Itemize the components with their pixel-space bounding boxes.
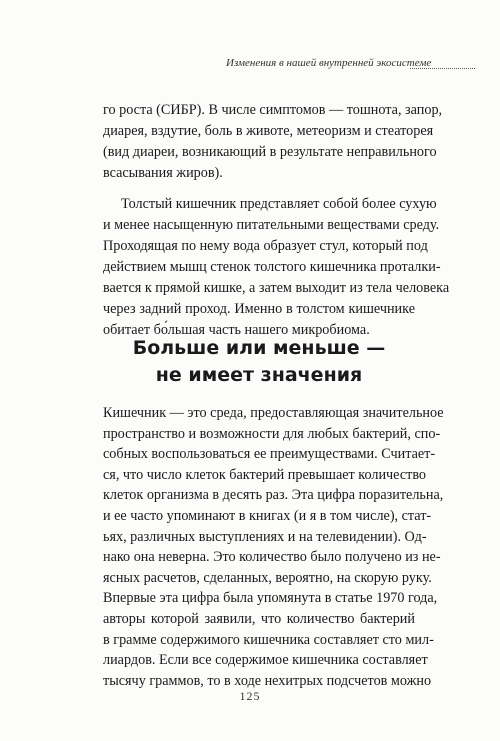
text-line: в грамме содержимого кишечника составляет сто мил- [103, 631, 434, 648]
paragraph-3 [103, 403, 444, 691]
body-text-top [103, 100, 450, 341]
text-line: вается к прямой кишке, а затем выходит из тела человека [103, 280, 450, 296]
text-line: действием мышц стенок толстого кишечника проталки- [103, 259, 441, 275]
text-line: ьях, различных выступлениях и на телевидении). Од- [103, 528, 427, 545]
text-line: и ее часто упоминают в книгах (и я в том числе), стат- [103, 507, 432, 524]
text-line: го роста (СИБР). В числе симптомов — тошнота, запор, [103, 102, 443, 118]
text-line: нако она неверна. Это количество было получено из не- [103, 549, 441, 566]
text-line: Проходящая по нему вода образует стул, который под [103, 238, 428, 254]
text-line: Впервые эта цифра была упомянута в статье 1970 года, [103, 590, 438, 607]
page-number: 125 [239, 689, 261, 703]
section-heading-line-1: Больше или меньше — [132, 337, 386, 359]
paragraph-1 [103, 100, 443, 184]
text-line: ся, что число клеток бактерий превышает количество [103, 466, 427, 483]
text-line: Толстый кишечник представляет собой более сухую [121, 196, 437, 212]
running-head-title: Изменения в нашей внутренней экосистеме [226, 57, 432, 69]
text-line: ясных расчетов, сделанных, вероятно, на скорую руку. [103, 569, 432, 586]
text-line: клеток организма в десять раз. Эта цифра поразительна, [103, 487, 444, 504]
text-line: всасывания жиров). [103, 165, 223, 181]
running-head-dotted-rule [410, 68, 475, 69]
text-line: Кишечник — это среда, предоставляющая значительное [103, 405, 444, 421]
section-heading [103, 335, 415, 389]
text-line: обитает бо́льшая часть нашего микробиома. [103, 322, 370, 338]
text-line: тысячу граммов, то в ходе нехитрых подсчетов можно [103, 672, 432, 689]
paragraph-2 [103, 194, 450, 341]
section-heading-line-2: не имеет значения [155, 364, 363, 386]
running-head [0, 57, 500, 73]
text-line: (вид диареи, возникающий в результате неправильного [103, 144, 437, 160]
text-line: и менее насыщенную питательными веществами среду. [103, 217, 440, 233]
text-line: лиардов. Если все содержимое кишечника составляет [103, 652, 428, 669]
text-line: диарея, вздутие, боль в животе, метеоризм и стеаторея [103, 123, 434, 139]
text-line: авторы которой заявили, что количество бактерий [103, 610, 415, 627]
text-line: через задний проход. Именно в толстом кишечнике [103, 301, 415, 317]
text-line: собных воспользоваться ее преимуществами. Считает- [103, 446, 436, 463]
text-line: пространство и возможности для любых бактерий, спо- [103, 425, 441, 442]
